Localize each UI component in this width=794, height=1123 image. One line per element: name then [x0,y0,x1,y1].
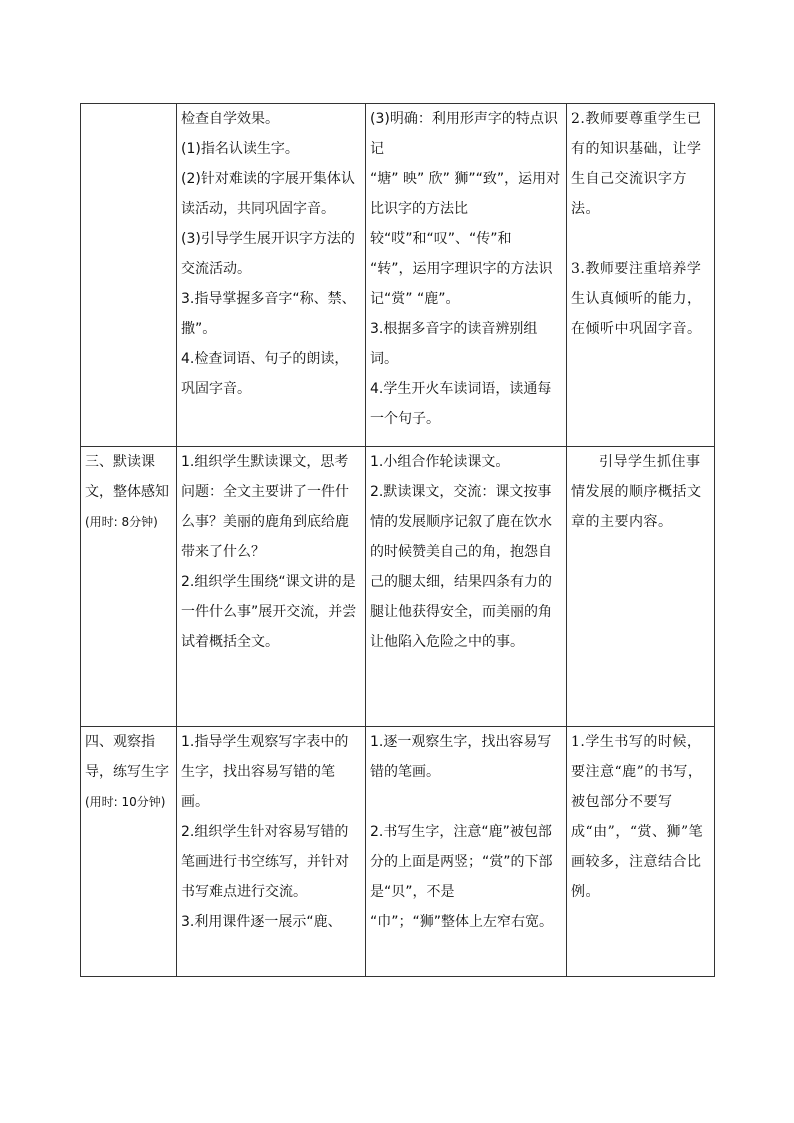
table-row [81,447,715,727]
student-line: “塘” 映” 欣” 狮”“致”，运用对比识字的方法比较“哎”和“叹”、“传”和 [370,171,561,247]
teacher-activity-cell [177,727,366,977]
student-line: 2.书写生字，注意“鹿”被包部分的上面是两竖；“赏”的下部是“贝”，不是 [370,824,553,900]
design-note-cell [567,104,715,447]
student-line: (3)明确：利用形声字的特点识记 [370,111,558,157]
note-line: 2.教师要尊重学生已有的知识基础，让学生自己交流识字方法。 [571,111,702,217]
student-line: 1.小组合作轮读课文。 [370,454,510,470]
teacher-line: 3.利用课件逐一展示“鹿、 [181,914,342,930]
student-line: 2.默读课文，交流：课文按事情的发展顺序记叙了鹿在饮水的时候赞美自己的角，抱怨自己的腿太细，结果四条有力的腿让他获得安全，而美丽的角让他陷入危险之中的事。 [370,484,552,650]
teacher-activity-cell [177,447,366,727]
teacher-line: 1.组织学生默读课文，思考问题：全文主要讲了一件什么事？美丽的鹿角到底给鹿带来了什么？ [181,454,349,560]
lesson-plan-table [80,103,715,977]
stage-title: 四、观察指导，练写生字 [85,734,169,780]
student-activity-cell [366,104,567,447]
design-note-cell [567,447,715,727]
student-line: 1.逐一观察生字，找出容易写错的笔画。 [370,734,552,780]
teacher-line: 4.检查词语、句子的朗读，巩固字音。 [181,351,349,397]
note-line: 引导学生抓住事情发展的顺序概括文章的主要内容。 [571,454,702,530]
stage-time: (用时: 8分钟) [85,515,158,529]
teacher-activity-cell [177,104,366,447]
stage-cell [81,104,177,447]
teacher-line: 2.组织学生围绕“课文讲的是一件什么事”展开交流，并尝试着概括全文。 [181,574,357,650]
stage-cell [81,727,177,977]
teacher-line: 2.组织学生针对容易写错的笔画进行书空练写，并针对书写难点进行交流。 [181,824,349,900]
student-line: 4.学生开火车读词语，读通每一个句子。 [370,381,552,427]
student-line: “巾”；“狮”整体上左窄右宽。 [370,914,554,930]
student-line: 3.根据多音字的读音辨别组词。 [370,321,538,367]
student-line: “转”，运用字理识字的方法识记“赏” “鹿”。 [370,261,553,307]
stage-time: (用时: 10分钟) [85,795,166,809]
design-note-cell [567,727,715,977]
teacher-line: (3)引导学生展开识字方法的交流活动。 [181,231,355,277]
table-row [81,727,715,977]
teacher-line: (1)指名认读生字。 [181,141,299,157]
table-row [81,104,715,447]
stage-title: 三、默读课文，整体感知 [85,454,169,500]
teacher-line: 1.指导学生观察写字表中的生字，找出容易写错的笔画。 [181,734,349,810]
student-activity-cell [366,727,567,977]
stage-cell [81,447,177,727]
teacher-line: 检查自学效果。 [181,111,279,127]
note-line: 1.学生书写的时候，要注意“鹿”的书写，被包部分不要写成“由”，“赏、狮”笔画较多，注意结合比例。 [571,734,704,900]
teacher-line: (2)针对难读的字展开集体认读活动，共同巩固字音。 [181,171,355,217]
teacher-line: 3.指导掌握多音字“称、禁、撒”。 [181,291,356,337]
note-line: 3.教师要注重培养学生认真倾听的能力，在倾听中巩固字音。 [571,261,702,337]
student-activity-cell [366,447,567,727]
